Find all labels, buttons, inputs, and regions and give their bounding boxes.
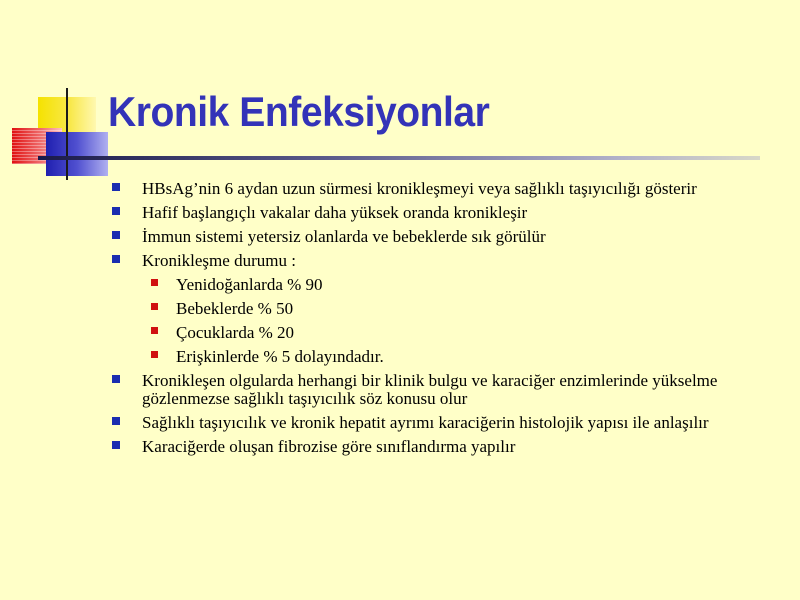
sub-bullet-text: Yenidoğanlarda % 90 xyxy=(176,275,323,294)
bullet-text: HBsAg’nin 6 aydan uzun sürmesi kronikleşmeyi veya sağlıklı taşıyıcılığı gösterir xyxy=(142,179,697,198)
sub-bullet-item xyxy=(142,348,770,366)
slide-title: Kronik Enfeksiyonlar xyxy=(108,88,490,135)
square-sub-bullet-icon xyxy=(151,351,158,358)
bullet-text: Sağlıklı taşıyıcılık ve kronik hepatit ayrımı karaciğerin histolojik yapısı ile anlaşılır xyxy=(142,413,709,432)
square-bullet-icon xyxy=(112,417,120,425)
decor-blue-square xyxy=(46,132,108,176)
bullet-item xyxy=(110,372,770,408)
bullet-text: Kronikleşme durumu : xyxy=(142,251,296,270)
bullet-item xyxy=(110,180,770,198)
title-underline xyxy=(38,156,760,160)
bullet-item xyxy=(110,438,770,456)
square-sub-bullet-icon xyxy=(151,327,158,334)
sub-bullet-text: Erişkinlerde % 5 dolayındadır. xyxy=(176,347,384,366)
bullet-item xyxy=(110,204,770,222)
square-bullet-icon xyxy=(112,441,120,449)
square-bullet-icon xyxy=(112,207,120,215)
bullet-text: Karaciğerde oluşan fibrozise göre sınıflandırma yapılır xyxy=(142,437,516,456)
bullet-text: Kronikleşen olgularda herhangi bir klinik bulgu ve karaciğer enzimlerinde yükselme gözlenmezse sağlıklı taşıyıcılık söz konusu olur xyxy=(142,371,718,408)
sub-bullet-text: Bebeklerde % 50 xyxy=(176,299,294,318)
sub-bullet-item xyxy=(142,324,770,342)
sub-bullet-item xyxy=(142,300,770,318)
bullet-text: İmmun sistemi yetersiz olanlarda ve bebeklerde sık görülür xyxy=(142,227,546,246)
decor-vertical-line xyxy=(66,88,68,180)
square-sub-bullet-icon xyxy=(151,279,158,286)
square-bullet-icon xyxy=(112,375,120,383)
bullet-item xyxy=(110,414,770,432)
sub-bullet-text: Çocuklarda % 20 xyxy=(176,323,295,342)
square-bullet-icon xyxy=(112,231,120,239)
square-bullet-icon xyxy=(112,255,120,263)
square-bullet-icon xyxy=(112,183,120,191)
bullet-text: Hafif başlangıçlı vakalar daha yüksek oranda kronikleşir xyxy=(142,203,528,222)
bullet-list xyxy=(110,180,770,462)
sub-bullet-list xyxy=(142,276,770,366)
bullet-item xyxy=(110,228,770,246)
square-sub-bullet-icon xyxy=(151,303,158,310)
sub-bullet-item xyxy=(142,276,770,294)
bullet-item xyxy=(110,252,770,366)
